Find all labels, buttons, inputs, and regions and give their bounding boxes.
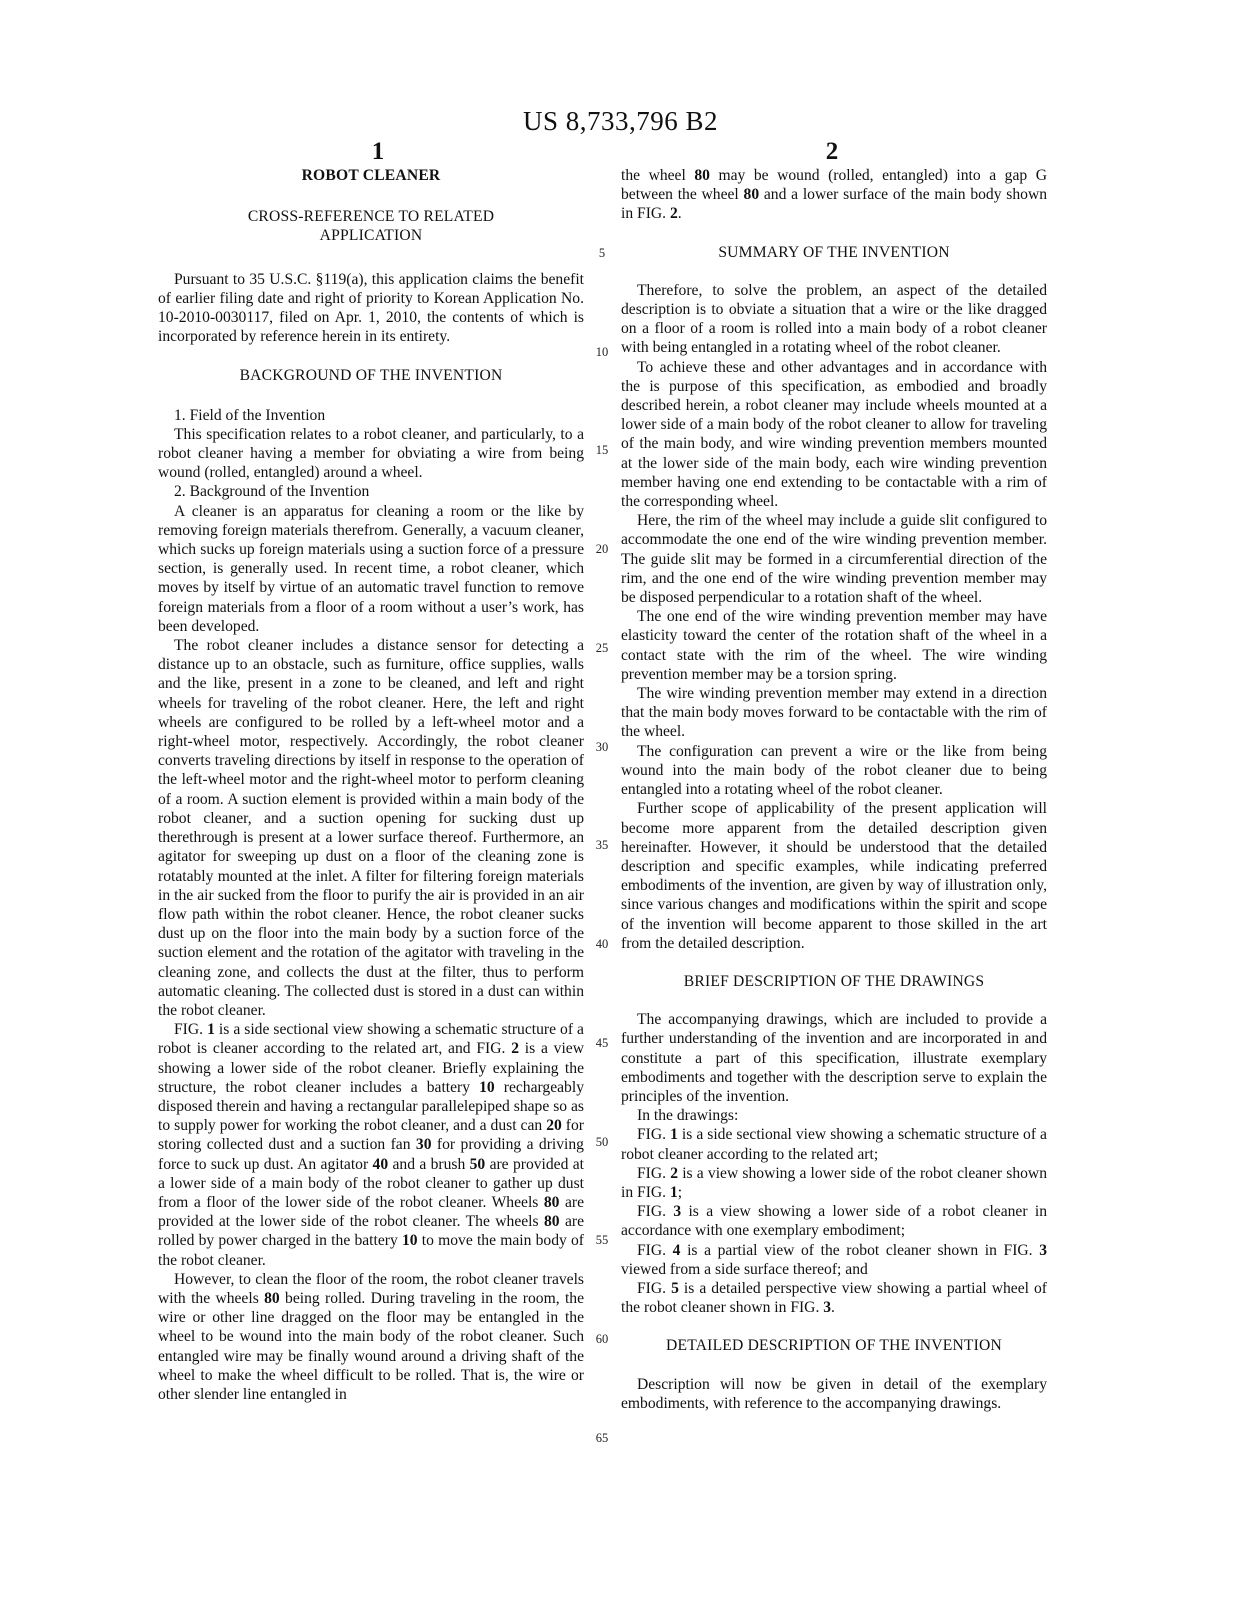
line-number: 5 bbox=[598, 246, 606, 260]
summary-paragraph-6: The configuration can prevent a wire or the like from being wound into the main body of the robot cleaner due to being entangled into a rotating wheel of the robot cleaner. bbox=[621, 742, 1047, 799]
figure-1-description: FIG. 1 is a side sectional view showing a schematic structure of a robot cleaner according to the related art; bbox=[621, 1126, 1047, 1163]
summary-paragraph-7: Further scope of applicability of the present application will become more apparent from the detailed description given hereinafter. However, it should be understood that the detailed description and specific examples, while indicating preferred embodiments of the invention, are given by way of illustration only, since various changes and modifications within the spirit and scope of the invention will become apparent to those skilled in the art from the detailed description. bbox=[621, 800, 1047, 952]
line-number: 60 bbox=[595, 1332, 609, 1346]
drawings-heading: BRIEF DESCRIPTION OF THE DRAWINGS bbox=[683, 972, 985, 990]
line-number: 30 bbox=[595, 740, 609, 754]
cross-reference-heading: CROSS-REFERENCE TO RELATED APPLICATION bbox=[247, 208, 495, 245]
background-paragraph-1: A cleaner is an apparatus for cleaning a room or the like by removing foreign materials therefrom. Generally, a vacuum cleaner, which sucks up foreign materials using a suction force of a pressure section, is generally used. In recent time, a robot cleaner, which moves by itself by virtue of an automatic travel function to remove foreign materials from a floor of a room without a user’s work, has been developed. bbox=[158, 502, 584, 635]
field-paragraph: This specification relates to a robot cleaner, and particularly, to a robot cleaner having a member for obviating a wire from being wound (rolled, entangled) around a wheel. bbox=[158, 425, 584, 482]
summary-paragraph-5: The wire winding prevention member may extend in a direction that the main body moves forward to be contactable with the rim of the wheel. bbox=[621, 685, 1047, 741]
background-subheading: 2. Background of the Invention bbox=[174, 483, 370, 501]
figure-5-description: FIG. 5 is a detailed perspective view showing a partial wheel of the robot cleaner shown in FIG. 3. bbox=[621, 1279, 1047, 1317]
left-column bbox=[158, 166, 584, 1404]
background-paragraph-3: FIG. 1 is a side sectional view showing a schematic structure of a robot is cleaner according to the related art, and FIG. 2 is a view showing a lower side of the robot cleaner. Briefly explaining the structure, the robot cleaner includes a battery 10 rechargeably disposed therein and having a rectangular parallelepiped shape so as to supply power for working the robot cleaner, and a dust can 20 for storing collected dust and a suction fan 30 for providing a driving force to suck up dust. An agitator 40 and a brush 50 are provided at a lower side of a main body of the robot cleaner to gather up dust from a floor of the lower side of the robot cleaner. Wheels 80 are provided at the lower side of the robot cleaner. The wheels 80 are rolled by power charged in the battery 10 to move the main body of the robot cleaner. bbox=[158, 1021, 585, 1269]
line-number: 15 bbox=[595, 443, 609, 457]
figure-2-description: FIG. 2 is a view showing a lower side of the robot cleaner shown in FIG. 1; bbox=[621, 1164, 1047, 1201]
detailed-description-paragraph-1: Description will now be given in detail of the exemplary embodiments, with reference to the accompanying drawings. bbox=[621, 1375, 1047, 1412]
summary-paragraph-4: The one end of the wire winding prevention member may have elasticity toward the center of the rotation shaft of the wheel in a contact state with the rim of the wheel. The wire winding prevention member may be a torsion spring. bbox=[621, 608, 1047, 683]
background-paragraph-4: However, to clean the floor of the room, the robot cleaner travels with the wheels 80 being rolled. During traveling in the room, the wire or other line dragged on the floor may be entangled in the wheel to be wound into the main body of the robot cleaner. Such entangled wire may be finally wound around a driving shaft of the wheel to make the wheel difficult to be rolled. That is, the wire or other slender line entangled in bbox=[158, 1270, 584, 1403]
line-number: 35 bbox=[595, 838, 609, 852]
drawings-paragraph-2: In the drawings: bbox=[637, 1107, 739, 1125]
patent-title: ROBOT CLEANER bbox=[301, 167, 441, 184]
line-number: 25 bbox=[595, 641, 609, 655]
line-number: 45 bbox=[595, 1036, 609, 1050]
line-number: 55 bbox=[595, 1233, 609, 1247]
line-number: 65 bbox=[595, 1431, 609, 1445]
line-number: 40 bbox=[595, 937, 609, 951]
background-heading: BACKGROUND OF THE INVENTION bbox=[239, 367, 503, 385]
right-column bbox=[621, 166, 1047, 1413]
line-number: 10 bbox=[595, 345, 609, 359]
figure-3-description: FIG. 3 is a view showing a lower side of a robot cleaner in accordance with one exemplary embodiment; bbox=[621, 1203, 1047, 1240]
summary-heading: SUMMARY OF THE INVENTION bbox=[718, 243, 950, 261]
right-page-number: 2 bbox=[825, 138, 839, 165]
figure-4-description: FIG. 4 is a partial view of the robot cleaner shown in FIG. 3 viewed from a side surface thereof; and bbox=[621, 1241, 1047, 1278]
continued-paragraph: the wheel 80 may be wound (rolled, entangled) into a gap G between the wheel 80 and a lower surface of the main body shown in FIG. 2. bbox=[621, 167, 1048, 223]
left-page-number: 1 bbox=[371, 138, 385, 165]
detailed-description-heading: DETAILED DESCRIPTION OF THE INVENTION bbox=[666, 1337, 1002, 1355]
field-subheading: 1. Field of the Invention bbox=[174, 406, 326, 424]
background-paragraph-2: The robot cleaner includes a distance sensor for detecting a distance up to an obstacle, such as furniture, office supplies, walls and the like, present in a zone to be cleaned, and left and right wheels for traveling of the robot cleaner. Here, the left and right wheels are configured to be rolled by a left-wheel motor and a right-wheel motor, respectively. Accordingly, the robot cleaner converts traveling directions by itself in response to the operation of the left-wheel motor and the right-wheel motor to perform cleaning of a room. A suction element is provided within a main body of the robot cleaner, and a suction opening for sucking dust up therethrough is present at a lower surface thereof. Furthermore, an agitator for sweeping up dust on a floor of the cleaning zone is rotatably mounted at the inlet. A filter for filtering foreign materials in the air sucked from the floor to purify the air is provided in an air flow path within the robot cleaner. Hence, the robot cleaner sucks dust up on the floor into the main body by a suction force of the suction element and the rotation of the agitator with traveling in the cleaning zone, and collects the dust at the filter, thus to perform automatic cleaning. The collected dust is stored in a dust can within the robot cleaner. bbox=[158, 637, 584, 1019]
summary-paragraph-1: Therefore, to solve the problem, an aspect of the detailed description is to obviate a situation that a wire or the like dragged on a floor of a room is rolled into a main body of a robot cleaner with being entangled in a rotating wheel of the robot cleaner. bbox=[621, 281, 1047, 357]
drawings-paragraph-1: The accompanying drawings, which are included to provide a further understanding of the invention and are incorporated in and constitute a part of this specification, illustrate exemplary embodiments and together with the description serve to explain the principles of the invention. bbox=[621, 1011, 1047, 1105]
summary-paragraph-2: To achieve these and other advantages and in accordance with the is purpose of this specification, as embodied and broadly described herein, a robot cleaner may include wheels mounted at a lower side of a main body of the robot cleaner to allow for traveling of the main body, and wire winding prevention members mounted at the lower side of the main body, each wire winding prevention member having one end extending to be contactable with a rim of the corresponding wheel. bbox=[621, 358, 1047, 511]
patent-number: US 8,733,796 B2 bbox=[522, 106, 719, 136]
line-number: 50 bbox=[595, 1135, 609, 1149]
summary-paragraph-3: Here, the rim of the wheel may include a guide slit configured to accommodate the one end of the wire winding prevention member. The guide slit may be formed in a circumferential direction of the rim, and the one end of the wire winding prevention member may be disposed perpendicular to a rotation shaft of the wheel. bbox=[621, 512, 1047, 607]
line-number: 20 bbox=[595, 542, 609, 556]
cross-reference-paragraph: Pursuant to 35 U.S.C. §119(a), this application claims the benefit of earlier filing date and right of priority to Korean Application No. 10-2010-0030117, filed on Apr. 1, 2010, the contents of which is incorporated by reference herein in its entirety. bbox=[158, 270, 584, 346]
